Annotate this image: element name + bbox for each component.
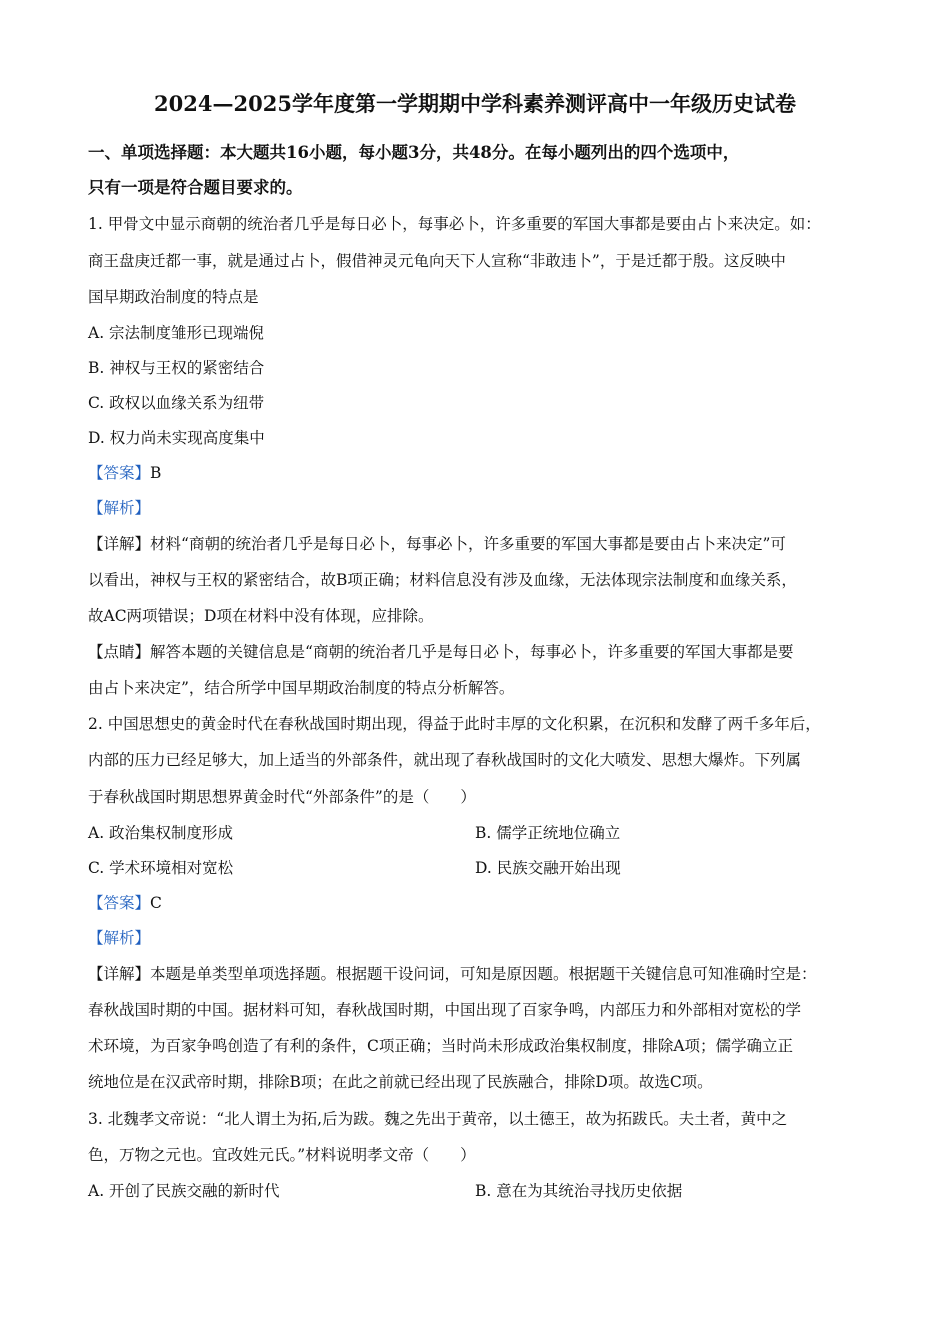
- tip-label: 【点睛】: [88, 643, 151, 661]
- q2-option-c: C. 学术环境相对宽松: [88, 859, 234, 877]
- q1-answer-value: B: [150, 464, 162, 482]
- q2-option-a: A. 政治集权制度形成: [88, 824, 234, 842]
- section-heading-line-1: 一、单项选择题：本大题共16小题，每小题3分，共48分。在每小题列出的四个选项中，: [88, 143, 740, 162]
- q2-analysis: [88, 927, 150, 949]
- q3-stem-line-2: 色，万物之元也。宜改姓元氏。”材料说明孝文帝（ ）: [88, 1146, 476, 1164]
- q3-option-b: B. 意在为其统治寻找历史依据: [475, 1182, 683, 1200]
- q2-detail-line-2: 春秋战国时期的中国。据材料可知，春秋战国时期，中国出现了百家争鸣，内部压力和外部相对宽松的学: [88, 1001, 802, 1019]
- section-heading-line-2: 只有一项是符合题目要求的。: [88, 178, 303, 197]
- analysis-label: 【解析】: [88, 499, 151, 517]
- q3-option-a: A. 开创了民族交融的新时代: [88, 1182, 280, 1200]
- q2-detail-text-1: 本题是单类型单项选择题。根据题干设问词，可知是原因题。根据题干关键信息可知准确时空是：: [150, 965, 817, 983]
- detail-label: 【详解】: [88, 965, 151, 983]
- page-title: 2024—2025学年度第一学期期中学科素养测评高中一年级历史试卷: [154, 91, 796, 116]
- analysis-label: 【解析】: [88, 929, 151, 947]
- q2-detail-line-4: 统地位是在汉武帝时期，排除B项；在此之前就已经出现了民族融合，排除D项。故选C项。: [88, 1073, 713, 1091]
- q2-answer-value: C: [150, 894, 162, 912]
- q1-answer: [88, 462, 161, 484]
- q2-detail-line-1: [88, 963, 817, 985]
- q1-stem-line-1: 1. 甲骨文中显示商朝的统治者几乎是每日必卜，每事必卜，许多重要的军国大事都是要由占卜来决定。如：: [88, 215, 821, 233]
- q1-detail-line-1: [88, 533, 786, 555]
- q1-detail-line-3: 故AC两项错误；D项在材料中没有体现，应排除。: [88, 607, 434, 625]
- q1-stem-line-3: 国早期政治制度的特点是: [88, 288, 259, 306]
- q1-detail-line-2: 以看出，神权与王权的紧密结合，故B项正确；材料信息没有涉及血缘，无法体现宗法制度和血缘关系，: [88, 571, 797, 589]
- q1-option-a: A. 宗法制度雏形已现端倪: [88, 324, 265, 342]
- q1-option-b: B. 神权与王权的紧密结合: [88, 359, 265, 377]
- q1-analysis: [88, 497, 150, 519]
- q2-stem-line-3: 于春秋战国时期思想界黄金时代“外部条件”的是（ ）: [88, 788, 476, 806]
- q2-stem-line-2: 内部的压力已经足够大，加上适当的外部条件，就出现了春秋战国时的文化大喷发、思想大爆炸。下列属: [88, 751, 802, 769]
- q3-stem-line-1: 3. 北魏孝文帝说：“北人谓土为拓,后为跋。魏之先出于黄帝，以土德王，故为拓跋氏。夫土者，黄中之: [88, 1110, 788, 1128]
- q1-tip-line-1: [88, 641, 793, 663]
- q1-tip-line-2: 由占卜来决定”，结合所学中国早期政治制度的特点分析解答。: [88, 679, 515, 697]
- q1-option-d: D. 权力尚未实现高度集中: [88, 429, 265, 447]
- answer-label: 【答案】: [88, 464, 151, 482]
- answer-label: 【答案】: [88, 894, 151, 912]
- q1-option-c: C. 政权以血缘关系为纽带: [88, 394, 265, 412]
- q2-detail-line-3: 术环境，为百家争鸣创造了有利的条件，C项正确；当时尚未形成政治集权制度，排除A项；儒学确立正: [88, 1037, 794, 1055]
- q1-detail-text-1: 材料“商朝的统治者几乎是每日必卜，每事必卜，许多重要的军国大事都是要由占卜来决定”可: [150, 535, 786, 553]
- q2-option-d: D. 民族交融开始出现: [475, 859, 621, 877]
- q1-tip-text-1: 解答本题的关键信息是“商朝的统治者几乎是每日必卜，每事必卜，许多重要的军国大事都是要: [150, 643, 794, 661]
- q2-option-b: B. 儒学正统地位确立: [475, 824, 621, 842]
- q1-stem-line-2: 商王盘庚迁都一事，就是通过占卜，假借神灵元龟向天下人宣称“非敢违卜”，于是迁都于殷。这反映中: [88, 252, 786, 270]
- detail-label: 【详解】: [88, 535, 151, 553]
- q2-answer: [88, 892, 162, 914]
- q2-stem-line-1: 2. 中国思想史的黄金时代在春秋战国时期出现，得益于此时丰厚的文化积累，在沉积和发酵了两千多年后，: [88, 715, 821, 733]
